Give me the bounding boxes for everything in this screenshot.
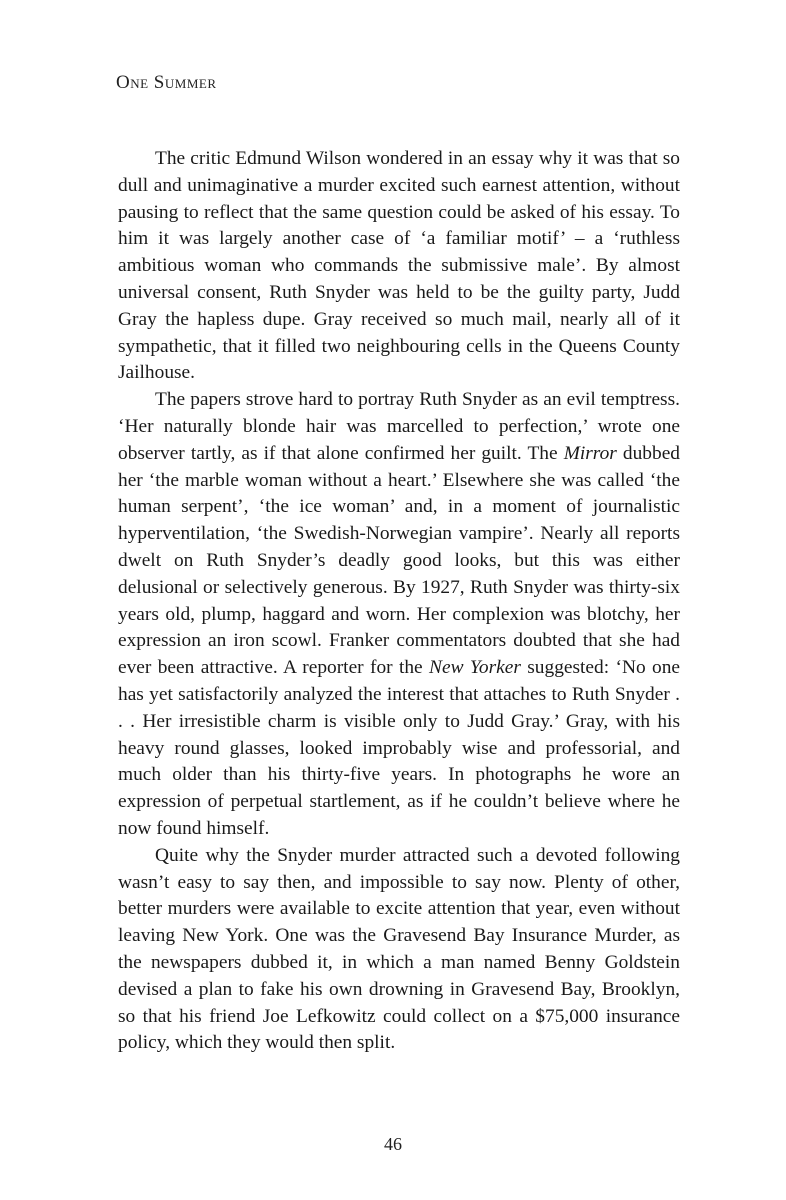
paragraph-3-text: Quite why the Snyder murder attracted such a devoted following wasn’t easy to say then, and impossible to say now. Plenty of other, better murders were available to excite attention that year, even without leaving New York. One was the Gravesend Bay Insurance Murder, as the newspapers dubbed it, in which a man named Benny Goldstein devised a plan to fake his own drowning in Gravesend Bay, Brooklyn, so that his friend Joe Lefkowitz could collect on a $75,000 insurance policy, which they would then split. [118,844,680,1054]
italic-title-new-yorker: New Yorker [429,657,521,679]
italic-title-mirror: Mirror [563,442,617,464]
page-number: 46 [384,1134,402,1154]
running-head: One Summer [116,72,217,93]
paragraph-2-text-a: The papers strove hard to portray Ruth Snyder as an evil temptress. ‘Her naturally blonde hair was marcelled to perfection,’ wrote one observer tartly, as if that alone confirmed her guilt. The [118,389,680,464]
paragraph-1-text: The critic Edmund Wilson wondered in an essay why it was that so dull and unimaginative a murder excited such earnest attention, without pausing to reflect that the same question could be asked of his essay. To him it was largely another case of ‘a familiar motif’ – a ‘ruthless ambitious woman who commands the submissive male’. By almost universal consent, Ruth Snyder was held to be the guilty party, Judd Gray the hapless dupe. Gray received so much mail, nearly all of it sympathetic, that it filled two neighbouring cells in the Queens County Jailhouse. [118,148,680,384]
paragraph-1 [118,146,680,387]
paragraph-2-text-c: suggested: ‘No one has yet satisfactorily analyzed the interest that attaches to Ruth Snyder . . . Her irresistible charm is visible only to Judd Gray.’ Gray, with his heavy round glasses, looked improbably wise and professorial, and much older than his thirty-five years. In photographs he wore an expression of perpetual startlement, as if he couldn’t believe where he now found himself. [118,657,681,839]
body-text [118,146,680,1057]
paragraph-3 [118,843,680,1057]
paragraph-2 [118,387,680,843]
paragraph-2-text-b: dubbed her ‘the marble woman without a heart.’ Elsewhere she was called ‘the human serpent’, ‘the ice woman’ and, in a moment of journalistic hyperventilation, ‘the Swedish-Norwegian vampire’. Nearly all reports dwelt on Ruth Snyder’s deadly good looks, but this was either delusional or selectively generous. By 1927, Ruth Snyder was thirty-six years old, plump, haggard and worn. Her complexion was blotchy, her expression an iron scowl. Franker commentators doubted that she had ever been attractive. A reporter for the [118,442,680,679]
